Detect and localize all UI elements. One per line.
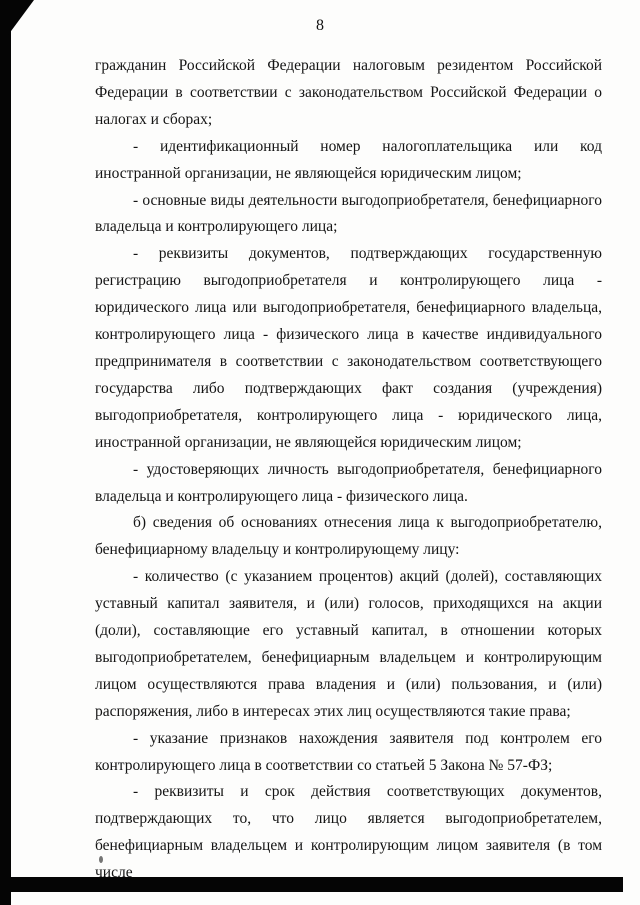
paragraph: - количество (с указанием процентов) акций (долей), составляющих уставный капитал заявителя, и (или) голосов, приходящихся на акции (доли), составляющие его уставный капитал, в отношении которых выгодоприобретателем, бенефициарным владельцем и контролирующим лицом осуществляются права владения и (или) пользования, и (или) распоряжения, либо в интересах этих лиц осуществляются такие права; (95, 568, 602, 720)
paragraph: - реквизиты и срок действия соответствующих документов, подтверждающих то, что лицо является выгодоприобретателем, бенефициарным владельцем и контролирующим лицом заявителя (в том числе (95, 783, 602, 882)
page-number: 8 (316, 17, 324, 34)
paragraph: - указание признаков нахождения заявителя под контролем его контролирующего лица в соответствии со статьей 5 Закона № 57-ФЗ; (95, 729, 602, 774)
document-body (95, 53, 602, 887)
scan-artifact-left-edge (0, 0, 11, 905)
paragraph: - удостоверяющих личность выгодоприобретателя, бенефициарного владельца и контролирующего лица - физического лица. (95, 460, 602, 505)
paragraph: - основные виды деятельности выгодоприобретателя, бенефициарного владельца и контролирующего лица; (95, 191, 602, 236)
paragraph: гражданин Российской Федерации налоговым резидентом Российской Федерации в соответствии с законодательством Российской Федерации о налогах и сборах; (95, 57, 602, 128)
paragraph: - реквизиты документов, подтверждающих государственную регистрацию выгодоприобретателя и контролирующего лица - юридического лица или выгодоприобретателя, бенефициарного владельца, контролирующего лица - физического лица в качестве индивидуального предпринимателя в соответствии с законодательством соответствующего государства либо подтверждающих факт создания (учреждения) выгодоприобретателя, контролирующего лица - юридического лица, иностранной организации, не являющейся юридическим лицом; (95, 245, 602, 451)
paragraph: б) сведения об основаниях отнесения лица к выгодоприобретателю, бенефициарному владельцу и контролирующему лицу: (95, 514, 602, 559)
paragraph: - идентификационный номер налогоплательщика или код иностранной организации, не являющейся юридическим лицом; (95, 137, 602, 182)
